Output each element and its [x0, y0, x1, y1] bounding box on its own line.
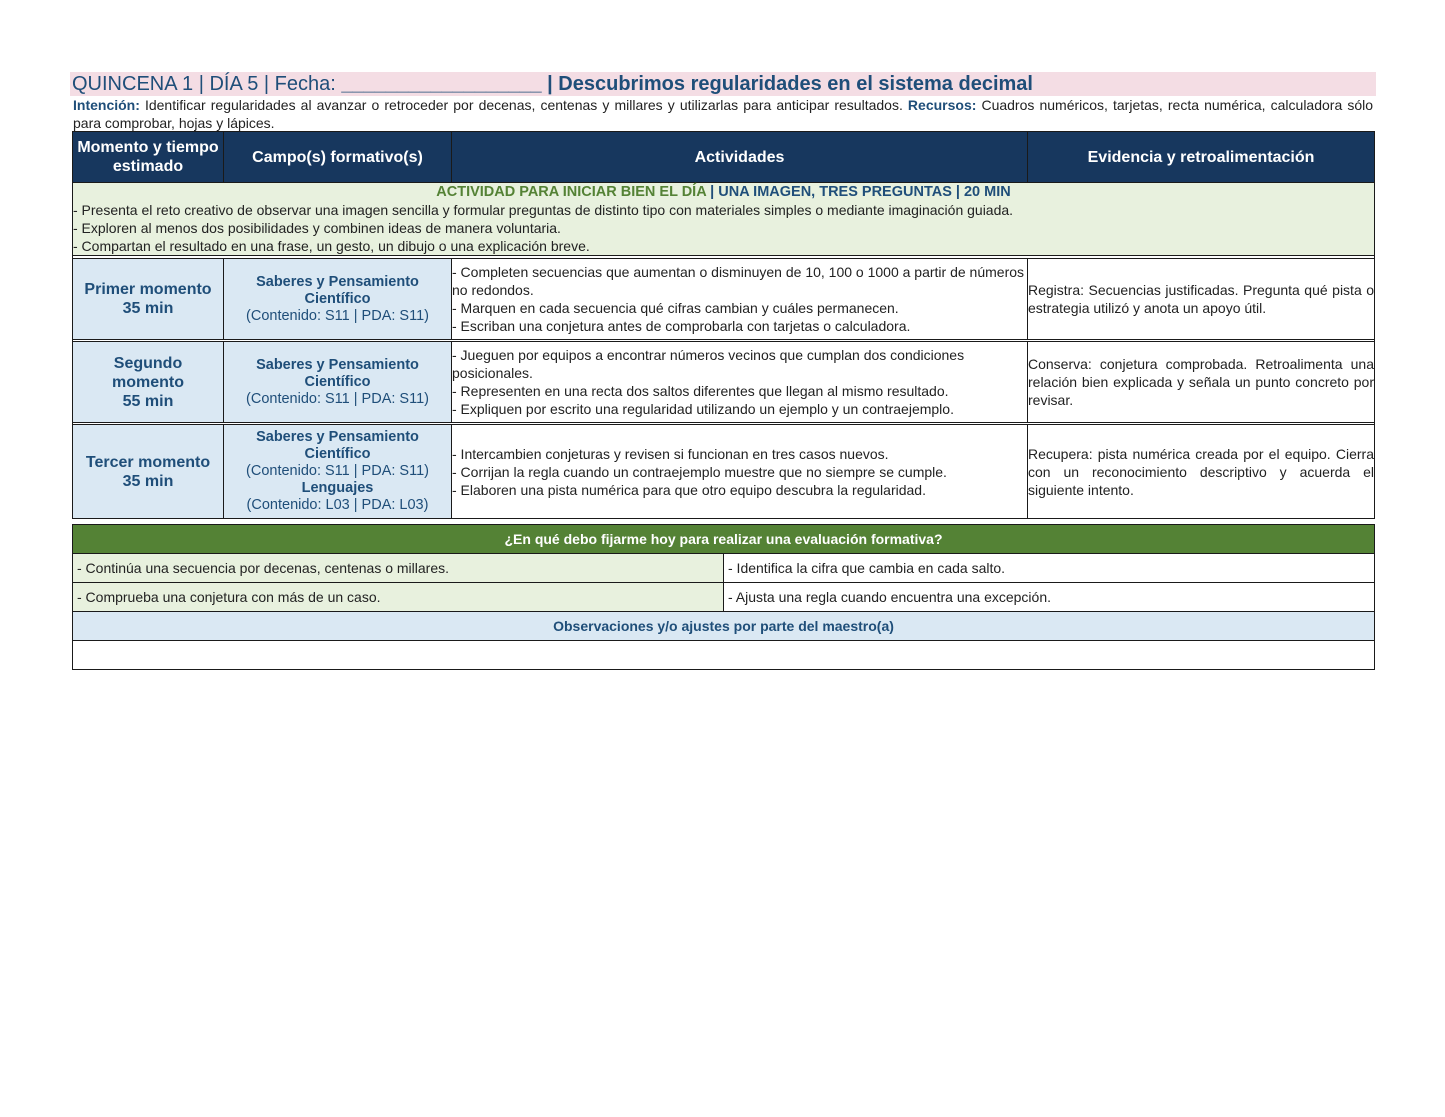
evaluation-table [72, 524, 1375, 670]
activity-item: - Marquen en cada secuencia qué cifras cambian y cuáles permanecen. [452, 300, 899, 316]
activity-item: - Representen en una recta dos saltos diferentes que llegan al mismo resultado. [452, 383, 949, 399]
resources-label: Recursos: [907, 97, 977, 113]
intent-label: Intención: [73, 97, 140, 113]
plan-table [72, 131, 1375, 519]
evaluation-item: - Identifica la cifra que cambia en cada salto. [724, 554, 1375, 583]
campo-cell [224, 259, 452, 340]
campo-content: (Contenido: S11 | PDA: S11) [246, 307, 429, 324]
observations-heading: Observaciones y/o ajustes por parte del maestro(a) [73, 612, 1375, 641]
activity-item: - Escriban una conjetura antes de comprobarla con tarjetas o calculadora. [452, 318, 911, 334]
moment-time: 35 min [122, 472, 174, 490]
column-header-evidence: Evidencia y retroalimentación [1028, 132, 1375, 183]
campo-cell [224, 425, 452, 519]
observations-field[interactable] [73, 641, 1375, 670]
evidence-cell: Registra: Secuencias justificadas. Pregunta qué pista o estrategia utilizó y anota un apoyo útil. [1028, 259, 1375, 340]
campo-content: (Contenido: S11 | PDA: S11) [246, 463, 429, 479]
moment-cell [73, 342, 224, 423]
activities-cell [452, 425, 1028, 519]
campo-content: (Contenido: L03 | PDA: L03) [246, 497, 429, 513]
moment-cell [73, 425, 224, 519]
start-activity-title-green: ACTIVIDAD PARA INICIAR BIEN EL DÍA [436, 184, 707, 200]
activity-item: - Corrijan la regla cuando un contraejemplo muestre que no siempre se cumple. [452, 463, 947, 480]
moment-cell [73, 259, 224, 340]
start-activity-line: - Presenta el reto creativo de observar una imagen sencilla y formular preguntas de distinto tipo con materiales simples o mediante imaginación guiada. [73, 202, 1014, 218]
evaluation-heading: ¿En qué debo fijarme hoy para realizar una evaluación formativa? [73, 525, 1375, 554]
evaluation-row [73, 554, 1375, 583]
intent-paragraph [73, 96, 1373, 132]
activity-item: - Completen secuencias que aumentan o disminuyen de 10, 100 o 1000 a partir de números no redondos. [452, 264, 1025, 298]
start-activity-title-rest: | UNA IMAGEN, TRES PREGUNTAS | 20 MIN [706, 184, 1011, 200]
page-title [72, 73, 1033, 96]
activity-item: - Elaboren una pista numérica para que otro equipo descubra la regularidad. [452, 481, 926, 498]
column-header-moment: Momento y tiempo estimado [73, 132, 224, 183]
table-row [73, 425, 1375, 519]
activities-cell [452, 342, 1028, 423]
campo-name: Lenguajes [301, 480, 374, 496]
resources-text: Cuadros numéricos, tarjetas, recta numérica, calculadora sólo para comprobar, hojas y lápices. [73, 97, 1373, 131]
campo-name: Saberes y Pensamiento Científico [256, 356, 419, 390]
activity-item: - Jueguen por equipos a encontrar números vecinos que cumplan dos condiciones posicionales. [452, 347, 965, 381]
moment-label: Segundo momento [112, 354, 184, 391]
activities-cell [452, 259, 1028, 340]
table-row [73, 259, 1375, 340]
moment-time: 35 min [122, 300, 174, 317]
column-header-campo: Campo(s) formativo(s) [224, 132, 452, 183]
evaluation-item: - Comprueba una conjetura con más de un caso. [73, 583, 724, 612]
campo-name: Saberes y Pensamiento Científico [256, 273, 419, 307]
table-row [73, 342, 1375, 423]
title-topic: __________________ | Descubrimos regularidades en el sistema decimal [335, 73, 1033, 95]
table-header-row [73, 132, 1375, 183]
start-activity-row [73, 183, 1375, 256]
title-prefix: QUINCENA 1 | DÍA 5 | Fecha: [72, 73, 336, 95]
start-activity-cell [73, 183, 1375, 256]
column-header-activities: Actividades [452, 132, 1028, 183]
start-activity-line: - Compartan el resultado en una frase, un gesto, un dibujo o una explicación breve. [73, 238, 590, 254]
evaluation-item: - Continúa una secuencia por decenas, centenas o millares. [73, 554, 724, 583]
moment-label: Tercer momento [85, 453, 211, 471]
campo-name: Saberes y Pensamiento Científico [256, 429, 419, 462]
evidence-cell: Conserva: conjetura comprobada. Retroalimenta una relación bien explicada y señala un punto concreto por revisar. [1028, 342, 1375, 423]
moment-time: 55 min [122, 392, 174, 410]
activity-item: - Intercambien conjeturas y revisen si funcionan en tres casos nuevos. [452, 445, 889, 462]
moment-label: Primer momento [84, 281, 212, 298]
start-activity-title [73, 183, 1374, 201]
campo-cell [224, 342, 452, 423]
start-activity-line: - Exploren al menos dos posibilidades y combinen ideas de manera voluntaria. [73, 220, 561, 236]
evidence-cell: Recupera: pista numérica creada por el equipo. Cierra con un reconocimiento descriptivo y acuerda el siguiente intento. [1028, 425, 1375, 519]
intent-text: Identificar regularidades al avanzar o retroceder por decenas, centenas y millares y utilizarlas para anticipar resultados. [139, 97, 908, 113]
campo-content: (Contenido: S11 | PDA: S11) [246, 390, 429, 407]
evaluation-row [73, 583, 1375, 612]
evaluation-item: - Ajusta una regla cuando encuentra una excepción. [724, 583, 1375, 612]
activity-item: - Expliquen por escrito una regularidad utilizando un ejemplo y un contraejemplo. [452, 401, 954, 417]
